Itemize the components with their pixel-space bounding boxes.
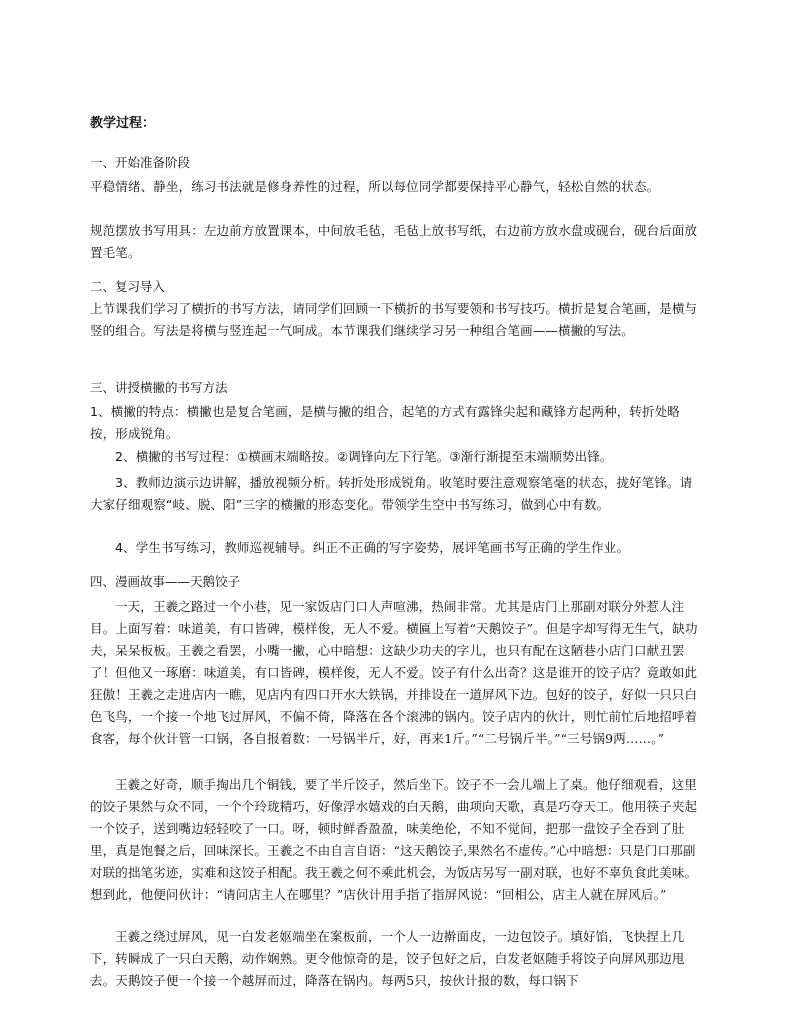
paragraph-s4-2: 王羲之好奇，顺手掏出几个铜钱，要了半斤饺子，然后坐下。饺子不一会儿端上了桌。他仔细观看，这里的饺子果然与众不同，一个个玲珑精巧，好像浮水嬉戏的白天鹅，曲项向天歌，真是巧夺天工。他用筷子夹起一个饺子，送到嘴边轻轻咬了一口。呀，顿时鲜香盈盈，味美绝伦，不知不觉间，把那一盘饺子全吞到了肚里，真是饱餐之后，回味深长。王羲之不由自言自语：“这天鹅饺子,果然名不虚传。”心中暗想：只是门口那副对联的拙笔劣迹，实难和这饺子相配。我王羲之何不乘此机会，为饭店另写一副对联，也好不辜负食此美味。想到此，他便问伙计：“请问店主人在哪里？”店伙计用手指了指屏风说：“回相公，店主人就在屏风后。” (90, 777, 698, 902)
paragraph-s3-3: 3、教师边演示边讲解，播放视频分析。转折处形成锐角。收笔时要注意观察笔毫的状态，拢好笔锋。请大家仔细观察“岐、脱、阳”三字的横撇的形态变化。带领学生空中书写练习，做到心中有数。 (90, 475, 693, 512)
paragraph-s4-3: 王羲之绕过屏风，见一白发老妪端坐在案板前，一个人一边擀面皮，一边包饺子。填好馅，飞快捏上几下，转瞬成了一只白天鹅，动作娴熟。更令他惊奇的是，饺子包好之后，白发老妪随手将饺子向屏风那边甩去。天鹅饺子便一个接一个越屏而过，降落在锅内。每两5只，按伙计报的数，每口锅下 (90, 929, 685, 988)
section-heading-2: 二、复习导入 (90, 279, 166, 294)
section-heading-1: 一、开始准备阶段 (90, 155, 191, 170)
paragraph-s2-1: 上节课我们学习了横折的书写方法，请同学们回顾一下横折的书写要领和书写技巧。横折是复合笔画，是横与竖的组合。写法是将横与竖连起一气呵成。本节课我们继续学习另一种组合笔画——横撇的写法。 (90, 301, 698, 338)
paragraph-s3-4: 4、学生书写练习，教师巡视辅导。纠正不正确的写字姿势，展评笔画书写正确的学生作业。 (115, 540, 630, 555)
paragraph-s4-1: 一天，王羲之路过一个小巷，见一家饭店门口人声喧沸，热闹非常。尤其是店门上那副对联分外惹人注目。上面写着：味道美，有口皆碑，模样俊，无人不爱。横匾上写着“天鹅饺子”。但是字却写得无生气，缺功夫，呆呆板板。王羲之看罢，小嘴一撇，心中暗想：这缺少功夫的字儿，也只有配在这陋巷小店门口献丑罢了！但他又一琢磨：味道美，有口皆碑，模样俊，无人不爱。饺子有什么出奇？这是谁开的饺子店？竟敢如此狂傲！王羲之走进店内一瞧，见店内有四口开水大铁锅，并排设在一道屏风下边。包好的饺子，好似一只只白色飞鸟，一个接一个地飞过屏风，不偏不倚，降落在各个滚沸的锅内。饺子店内的伙计，则忙前忙后地招呼着食客，每个伙计管一口锅，各自报着数：一号锅半斤，好，再来1斤。”“二号锅斤半。”“三号锅9两……。” (90, 599, 698, 746)
document-title: 教学过程： (90, 116, 156, 131)
paragraph-s3-2: 2、横撇的书写过程：①横画末端略按。②调锋向左下行笔。③渐行渐提至末端顺势出锋。 (115, 449, 613, 464)
paragraph-s1-1: 平稳情绪、静坐，练习书法就是修身养性的过程，所以每位同学都要保持平心静气，轻松自然的状态。 (90, 179, 660, 194)
paragraph-s3-1: 1、横撇的特点：横撇也是复合笔画，是横与撇的组合，起笔的方式有露锋尖起和藏锋方起两种，转折处略按，形成锐角。 (90, 404, 681, 441)
paragraph-s1-2: 规范摆放书写用具：左边前方放置课本，中间放毛毡，毛毡上放书写纸，右边前方放水盘或砚台，砚台后面放置毛笔。 (90, 223, 698, 260)
section-heading-3: 三、讲授横撇的书写方法 (90, 380, 228, 395)
section-heading-4: 四、漫画故事——天鹅饺子 (90, 574, 241, 589)
